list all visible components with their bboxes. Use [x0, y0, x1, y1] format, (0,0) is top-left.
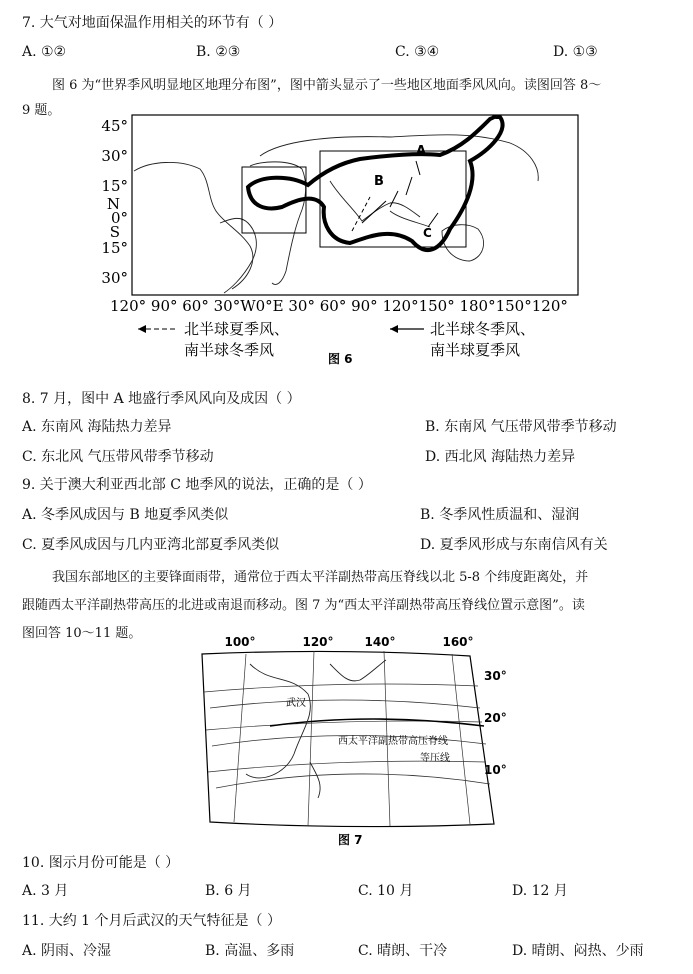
- wuhan-label: 武汉: [286, 698, 306, 709]
- q7-stem: 7. 大气对地面保温作用相关的环节有（ ）: [22, 15, 283, 31]
- legend-right-line2: 南半球夏季风: [430, 341, 521, 359]
- lat-label: 15°: [101, 239, 128, 257]
- figure-7-caption: 图 7: [338, 833, 363, 847]
- lat-label: 45°: [101, 117, 128, 135]
- q9-option-a: A. 冬季风成因与 B 地夏季风类似: [22, 507, 229, 523]
- lat-label-10: 10°: [484, 763, 507, 777]
- lon-label-120: 120°: [302, 635, 334, 649]
- q8-option-d: D. 西北风 海陆热力差异: [425, 449, 576, 465]
- legend-left-line2: 南半球冬季风: [184, 341, 275, 359]
- q11-option-d: D. 晴朗、闷热、少雨: [512, 943, 644, 959]
- q8-option-c: C. 东北风 气压带风带季节移动: [22, 449, 214, 465]
- q7-option-b: B. ②③: [196, 44, 241, 60]
- ridge-label: 西太平洋副热带高压脊线: [338, 736, 448, 747]
- lat-label: 0°: [110, 209, 128, 227]
- isobar-label: 等压线: [420, 753, 450, 764]
- legend-left-line1: 北半球夏季风、: [184, 320, 290, 338]
- q8-option-b: B. 东南风 气压带风带季节移动: [425, 419, 617, 435]
- intro7-line1: 我国东部地区的主要锋面雨带，通常位于西太平洋副热带高压脊线以北 5-8 个纬度距离处，并: [52, 570, 589, 585]
- point-c-label: C: [423, 226, 432, 240]
- q10-option-d: D. 12 月: [512, 883, 568, 899]
- lat-label-20: 20°: [484, 711, 507, 725]
- figure-6-caption: 图 6: [328, 352, 353, 366]
- lon-label-100: 100°: [224, 635, 256, 649]
- q7-option-d: D. ①③: [553, 44, 598, 60]
- lat-label: 30°: [101, 269, 128, 287]
- lon-label-140: 140°: [364, 635, 396, 649]
- point-b-label: B: [374, 174, 384, 189]
- q11-stem: 11. 大约 1 个月后武汉的天气特征是（ ）: [22, 913, 281, 929]
- figure-6-map: [90, 111, 590, 371]
- q9-option-d: D. 夏季风形成与东南信风有关: [420, 537, 608, 553]
- q10-stem: 10. 图示月份可能是（ ）: [22, 855, 180, 871]
- q9-stem: 9. 关于澳大利亚西北部 C 地季风的说法，正确的是（ ）: [22, 477, 372, 493]
- intro6-line2: 9 题。: [22, 103, 61, 118]
- legend-right-line1: 北半球冬季风、: [430, 320, 536, 338]
- figure-7-map: [190, 634, 510, 849]
- point-a-label: A: [416, 144, 427, 159]
- q10-option-b: B. 6 月: [205, 883, 252, 899]
- q10-option-a: A. 3 月: [22, 883, 69, 899]
- intro6-line1: 图 6 为“世界季风明显地区地理分布图”，图中箭头显示了一些地区地面季风风向。读图回答 8～: [52, 78, 602, 93]
- lon-label-160: 160°: [442, 635, 474, 649]
- lat-label-30: 30°: [484, 669, 507, 683]
- q10-option-c: C. 10 月: [358, 883, 414, 899]
- q7-option-c: C. ③④: [395, 44, 440, 60]
- q8-option-a: A. 东南风 海陆热力差异: [22, 419, 172, 435]
- lat-label: 15°: [101, 177, 128, 195]
- q9-option-c: C. 夏季风成因与几内亚湾北部夏季风类似: [22, 537, 280, 553]
- q11-option-c: C. 晴朗、干冷: [358, 943, 448, 959]
- intro7-line3: 图回答 10～11 题。: [22, 626, 142, 641]
- q9-option-b: B. 冬季风性质温和、湿润: [420, 507, 580, 523]
- lat-label: 30°: [101, 147, 128, 165]
- lat-label: S: [109, 223, 120, 241]
- q7-option-a: A. ①②: [22, 44, 67, 60]
- lat-label: N: [106, 195, 120, 213]
- q11-option-b: B. 高温、多雨: [205, 943, 295, 959]
- intro7-line2: 跟随西太平洋副热带高压的北进或南退而移动。图 7 为“西太平洋副热带高压脊线位置示意图”。读: [22, 598, 585, 613]
- q11-option-a: A. 阴雨、冷湿: [22, 943, 112, 959]
- q8-stem: 8. 7 月，图中 A 地盛行季风风向及成因（ ）: [22, 391, 301, 407]
- lon-labels: 120° 90° 60° 30°W0°E 30° 60° 90° 120°150° 180°150°120°: [110, 297, 568, 315]
